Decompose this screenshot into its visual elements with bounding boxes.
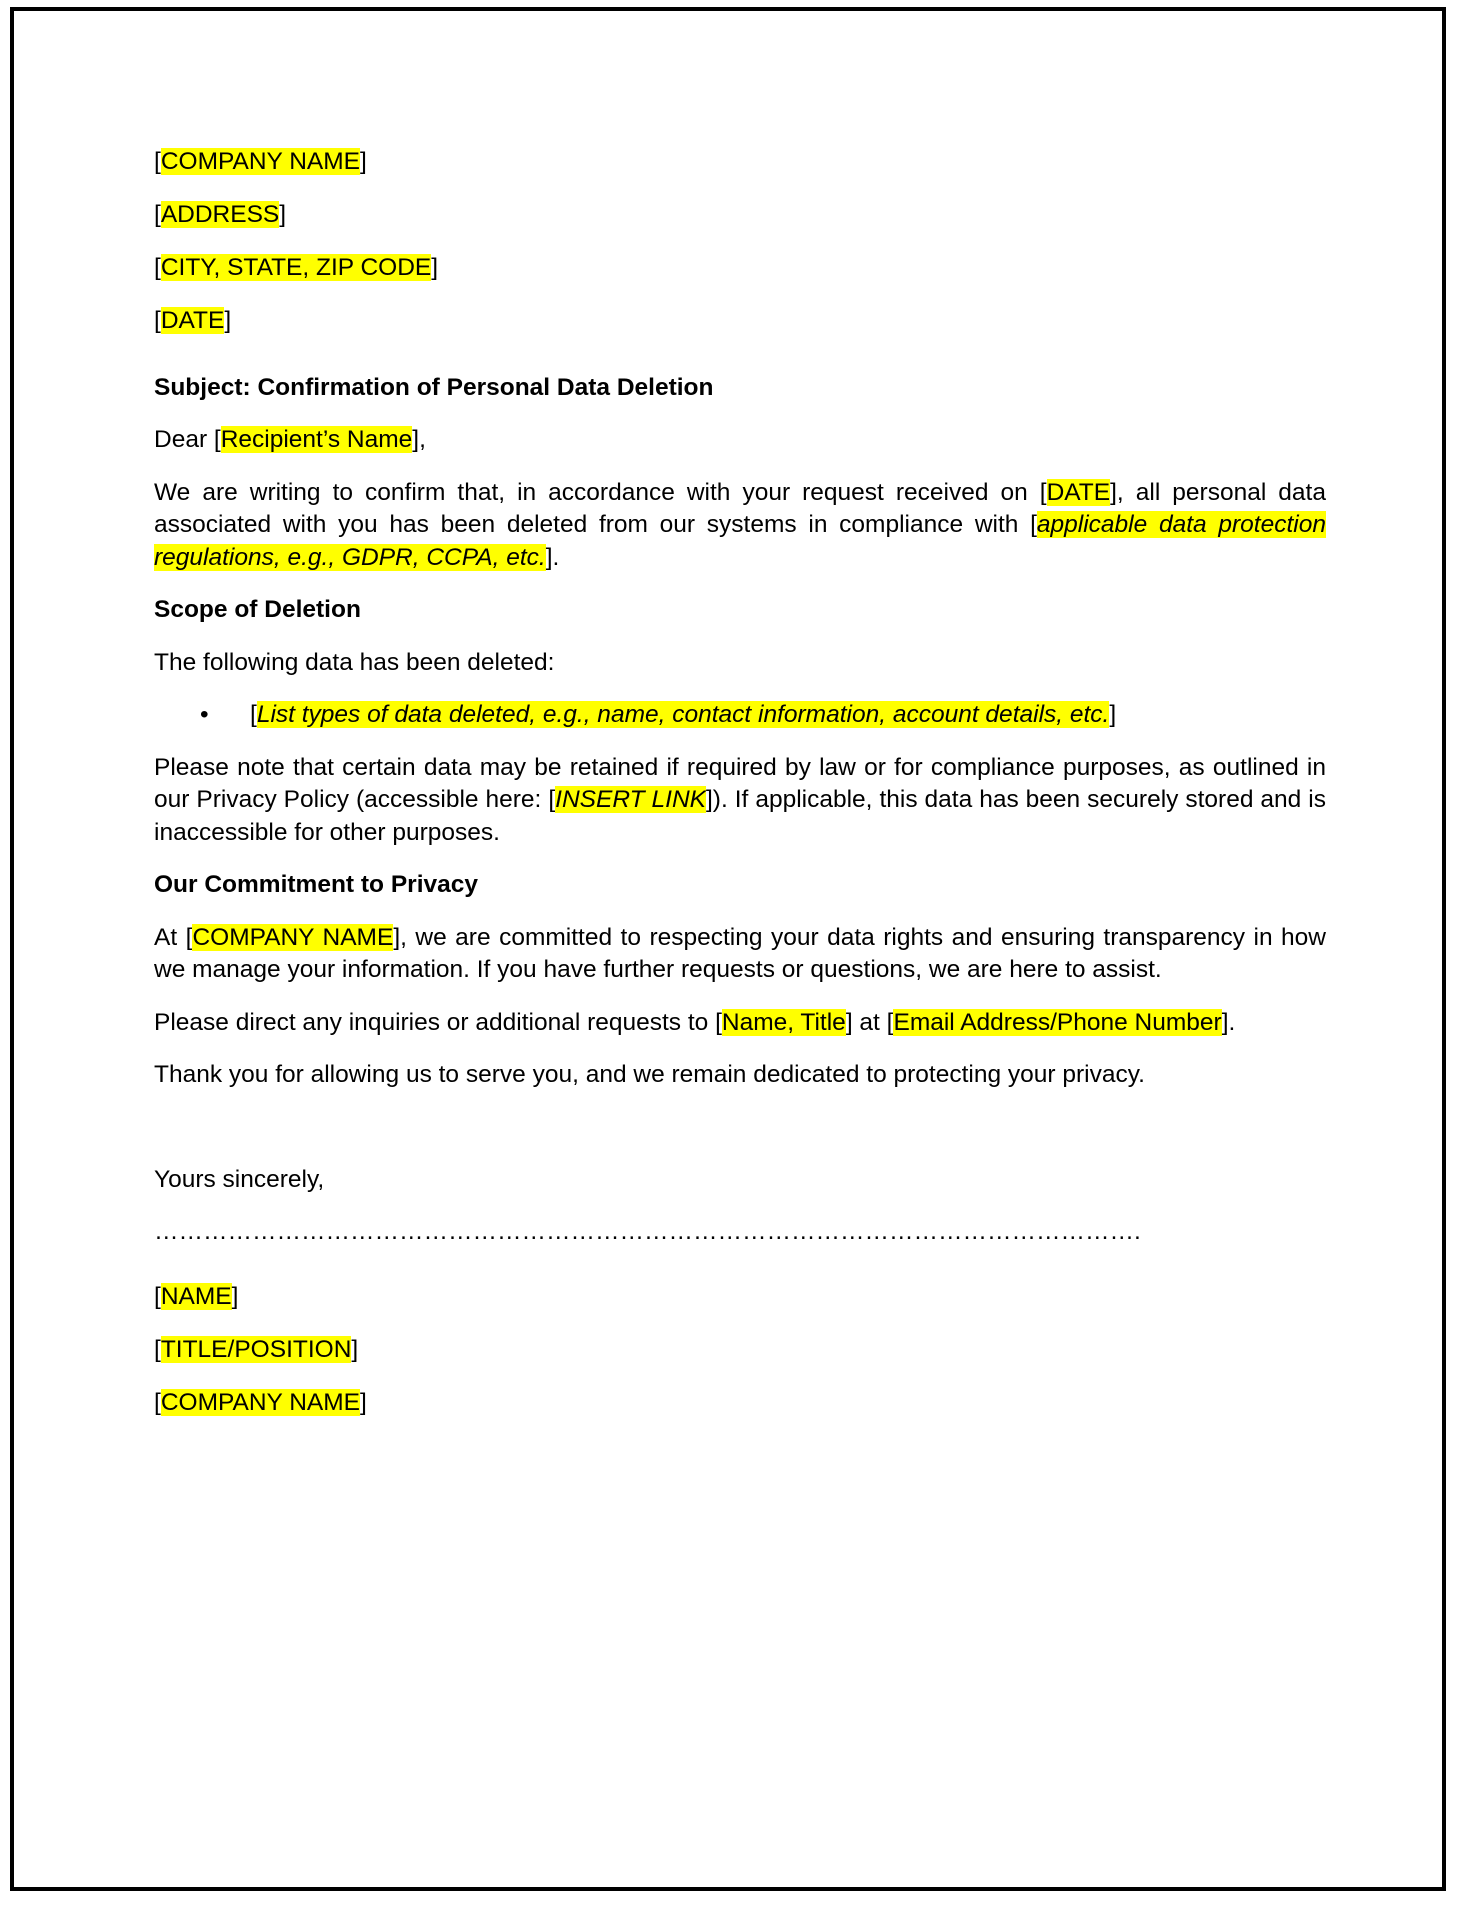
contact-text-3: ]. [1221, 1008, 1236, 1036]
letter-date: [DATE] [154, 307, 232, 334]
placeholder-recipient-name: Recipient’s Name [220, 426, 413, 453]
placeholder-data-types: List types of data deleted, e.g., name, contact information, account details, etc. [256, 701, 1110, 728]
commitment-text-2: ], we are committed to respecting your data rights and ensuring transparency in how we manage your information. If you have further requests or questions, we are here to assist. [154, 923, 1326, 983]
placeholder-request-date: DATE [1046, 478, 1111, 506]
intro-text-1: We are writing to confirm that, in accordance with your request received on [ [154, 478, 1047, 506]
placeholder-city-state-zip: CITY, STATE, ZIP CODE [160, 254, 432, 281]
thanks-paragraph: Thank you for allowing us to serve you, and we remain dedicated to protecting your privacy. [154, 1061, 1145, 1088]
commitment-paragraph [154, 922, 1326, 987]
placeholder-signer-company: COMPANY NAME [160, 1388, 361, 1416]
contact-text-1: Please direct any inquiries or additional requests to [ [154, 1008, 722, 1036]
placeholder-insert-link: INSERT LINK [555, 786, 706, 813]
placeholder-signer-title: TITLE/POSITION [160, 1335, 352, 1363]
placeholder-name-title: Name, Title [721, 1008, 846, 1036]
bullet-text: [List types of data deleted, e.g., name, contact information, account details, etc.] [250, 701, 1117, 728]
placeholder-date: DATE [160, 307, 225, 334]
letter-body [154, 146, 1326, 1440]
retention-text-1: Please note that certain data may be retained if required by law or for compliance purposes, as outlined in our Privacy Policy (accessible here: [ [154, 753, 1326, 813]
spacer [154, 1112, 1326, 1164]
placeholder-address: ADDRESS [160, 201, 280, 228]
signature-name: [NAME] [154, 1282, 239, 1310]
subject-line: Subject: Confirmation of Personal Data Deletion [154, 373, 714, 401]
sender-city: [CITY, STATE, ZIP CODE] [154, 254, 439, 281]
intro-paragraph [154, 477, 1326, 575]
placeholder-signer-name: NAME [160, 1282, 232, 1310]
signature-line: …………………………………………………………………………………………………………. [154, 1218, 1141, 1245]
commitment-heading: Our Commitment to Privacy [154, 871, 479, 898]
contact-text-2: ] at [ [845, 1008, 894, 1036]
retention-paragraph [154, 752, 1326, 850]
intro-text-3: ]. [545, 543, 560, 571]
scope-heading: Scope of Deletion [154, 596, 361, 623]
placeholder-email-phone: Email Address/Phone Number [893, 1008, 1222, 1036]
intro-text-2: ], all personal data associated with you has been deleted from our systems in compliance with [ [154, 478, 1326, 538]
scope-lead: The following data has been deleted: [154, 648, 555, 676]
placeholder-commitment-company: COMPANY NAME [192, 923, 394, 951]
retention-text-2: ]). If applicable, this data has been securely stored and is inaccessible for other purposes. [154, 786, 1326, 846]
signature-title: [TITLE/POSITION] [154, 1335, 359, 1363]
placeholder-regulations: applicable data protection regulations, e.g., GDPR, CCPA, etc. [154, 511, 1326, 571]
closing: Yours sincerely, [154, 1165, 325, 1193]
greeting [154, 424, 1326, 457]
sender-company: [COMPANY NAME] [154, 148, 367, 175]
placeholder-company-name: COMPANY NAME [160, 148, 361, 175]
document-page [10, 7, 1446, 1891]
bullet-icon: • [200, 701, 209, 728]
greeting-suffix: ], [412, 426, 426, 453]
signature-company: [COMPANY NAME] [154, 1388, 367, 1416]
commitment-text-1: At [ [154, 923, 193, 951]
greeting-prefix: Dear [ [154, 426, 221, 453]
list-item [154, 699, 1326, 732]
contact-paragraph [154, 1007, 1326, 1040]
sender-address: [ADDRESS] [154, 201, 287, 228]
